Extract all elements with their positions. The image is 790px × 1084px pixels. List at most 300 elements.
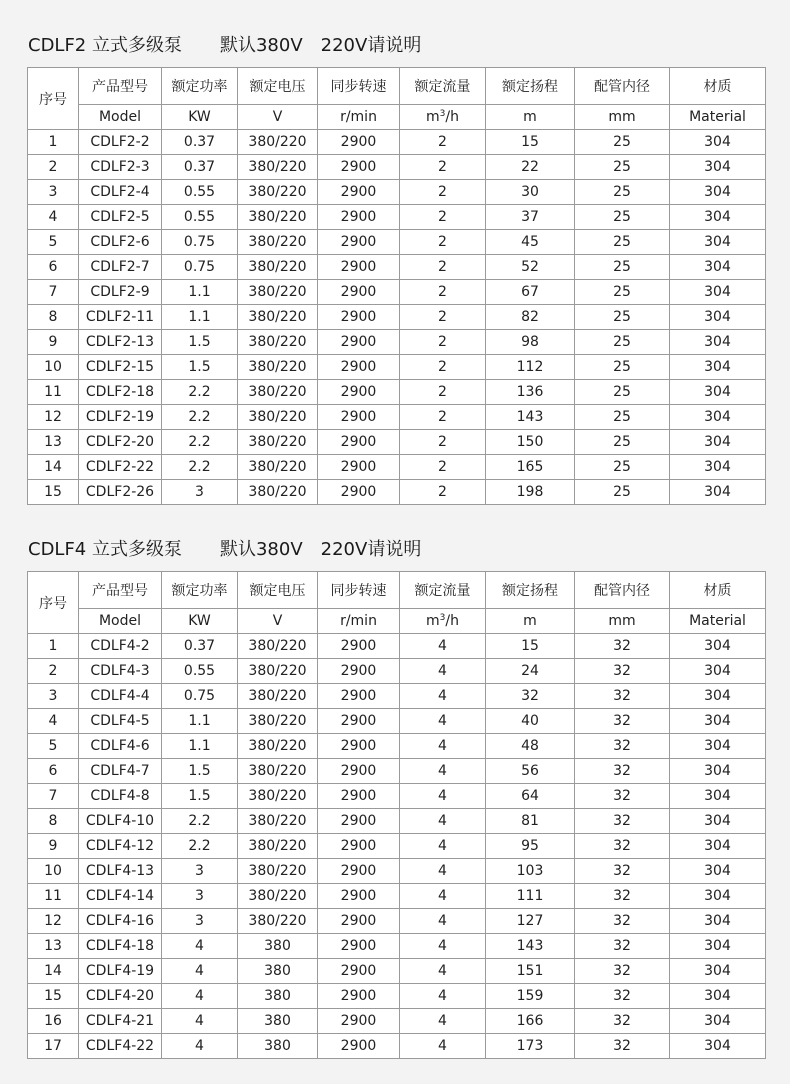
table-cell: 2900 [318,659,400,684]
table-row [28,280,766,305]
header-unit: r/min [318,105,400,130]
table-cell: 45 [486,230,575,255]
table-cell: 1.1 [162,734,238,759]
table-cell: 3 [162,884,238,909]
table-row [28,859,766,884]
table-cell: 304 [670,255,766,280]
table-cell: 25 [575,280,670,305]
table-cell: 304 [670,934,766,959]
table-row [28,230,766,255]
table-cell: 173 [486,1034,575,1059]
table-cell: 380/220 [238,455,318,480]
title-model: CDLF2 立式多级泵 [28,35,182,56]
table-cell: 81 [486,809,575,834]
header-unit: KW [162,609,238,634]
table-row [28,809,766,834]
table-cell: 2900 [318,734,400,759]
table-cell: 2 [400,180,486,205]
table-cell: 143 [486,934,575,959]
table-cell: 7 [28,784,79,809]
table-cell: CDLF4-3 [79,659,162,684]
header-index: 序号 [28,68,79,130]
table-cell: CDLF4-5 [79,709,162,734]
table-row [28,709,766,734]
table-cell: CDLF2-26 [79,480,162,505]
table-cell: CDLF4-14 [79,884,162,909]
table-cell: 304 [670,130,766,155]
table-cell: 32 [575,734,670,759]
table-row [28,684,766,709]
table-cell: 2 [400,355,486,380]
table-cell: 2900 [318,759,400,784]
table-cell: 13 [28,934,79,959]
table-cell: 304 [670,984,766,1009]
table-cell: CDLF2-2 [79,130,162,155]
table-cell: CDLF2-6 [79,230,162,255]
table-row [28,934,766,959]
table-cell: 4 [162,934,238,959]
table-cell: 2 [400,280,486,305]
header-unit: $m^3/h$ [400,609,486,634]
table-cell: 2 [28,659,79,684]
table-cell: 304 [670,155,766,180]
table-cell: 2 [400,380,486,405]
table-cell: 3 [28,180,79,205]
table-cell: 32 [575,684,670,709]
table-cell: 380/220 [238,909,318,934]
table-cell: 32 [575,909,670,934]
table-cell: 380 [238,1009,318,1034]
table-cell: CDLF2-7 [79,255,162,280]
table-cell: 8 [28,809,79,834]
table-cell: 48 [486,734,575,759]
table-cell: 4 [400,934,486,959]
table-cell: 15 [28,480,79,505]
header-unit: V [238,609,318,634]
table-cell: CDLF4-20 [79,984,162,1009]
table-cell: 1.1 [162,709,238,734]
table-cell: 380/220 [238,255,318,280]
table-cell: 304 [670,455,766,480]
table-cell: 304 [670,1034,766,1059]
table-cell: 3 [28,684,79,709]
table-cell: 304 [670,784,766,809]
table-cell: 380/220 [238,859,318,884]
table-cell: 2.2 [162,405,238,430]
table-cell: 4 [28,205,79,230]
table-cell: CDLF2-4 [79,180,162,205]
table-cell: 1.5 [162,784,238,809]
table-cell: 1.5 [162,355,238,380]
table-cell: 4 [400,784,486,809]
table-cell: 304 [670,959,766,984]
table-cell: 82 [486,305,575,330]
table-cell: 2 [400,455,486,480]
header-unit: r/min [318,609,400,634]
table-cell: 30 [486,180,575,205]
table-cell: 304 [670,1009,766,1034]
header-cn: 额定流量 [400,68,486,105]
table-cell: 380/220 [238,809,318,834]
table-row [28,430,766,455]
table-cell: 304 [670,759,766,784]
header-cn: 配管内径 [575,572,670,609]
header-cn: 额定功率 [162,572,238,609]
table-cell: 380/220 [238,130,318,155]
table-cell: 304 [670,305,766,330]
table-cell: 1.5 [162,330,238,355]
table-cell: 4 [28,709,79,734]
table-row [28,634,766,659]
table-cell: 16 [28,1009,79,1034]
table-cell: 380/220 [238,205,318,230]
title-note: 220V请说明 [320,539,422,560]
table-cell: 0.55 [162,180,238,205]
table-cell: 304 [670,380,766,405]
table-cell: 304 [670,734,766,759]
table-cell: 2900 [318,884,400,909]
table-cell: 8 [28,305,79,330]
table-cell: 10 [28,355,79,380]
table-cell: 25 [575,180,670,205]
table-cell: 2900 [318,155,400,180]
table-cell: 304 [670,659,766,684]
table-cell: 4 [162,959,238,984]
table-cell: CDLF4-13 [79,859,162,884]
table-cell: 13 [28,430,79,455]
table-row [28,909,766,934]
table-cell: 3 [162,909,238,934]
table-cell: 25 [575,130,670,155]
table-cell: 304 [670,684,766,709]
table-row [28,784,766,809]
table-cell: 0.75 [162,684,238,709]
table-cell: 25 [575,455,670,480]
table-cell: 380/220 [238,659,318,684]
table-cell: 111 [486,884,575,909]
table-cell: 380/220 [238,380,318,405]
table-cell: 380/220 [238,330,318,355]
table-cell: 2900 [318,984,400,1009]
table-cell: CDLF2-5 [79,205,162,230]
header-unit: $m^3/h$ [400,105,486,130]
table-row [28,155,766,180]
table-row [28,355,766,380]
header-cn: 额定电压 [238,68,318,105]
table-cell: 380/220 [238,834,318,859]
table-cell: 2900 [318,634,400,659]
table-cell: 4 [400,659,486,684]
table-cell: 32 [575,959,670,984]
table-cell: 98 [486,330,575,355]
header-cn: 材质 [670,572,766,609]
table-cell: 304 [670,405,766,430]
table-cell: 2 [400,230,486,255]
table-cell: 37 [486,205,575,230]
table-cell: 151 [486,959,575,984]
table-cell: 32 [575,859,670,884]
table-cell: 304 [670,205,766,230]
table-cell: 380/220 [238,709,318,734]
table-cell: 2900 [318,205,400,230]
table-cell: 198 [486,480,575,505]
table-cell: 2.2 [162,834,238,859]
table-cell: 25 [575,230,670,255]
table-cell: 40 [486,709,575,734]
table-cell: CDLF2-11 [79,305,162,330]
header-cn: 额定扬程 [486,572,575,609]
table-cell: 304 [670,330,766,355]
table-cell: 127 [486,909,575,934]
table-cell: 2900 [318,959,400,984]
header-unit: mm [575,609,670,634]
table-cell: 6 [28,759,79,784]
table-cell: 1.1 [162,305,238,330]
header-cn: 同步转速 [318,68,400,105]
table-cell: 32 [575,884,670,909]
table-cell: 2 [400,480,486,505]
header-cn: 额定扬程 [486,68,575,105]
table-cell: 380/220 [238,430,318,455]
table-cell: 2900 [318,709,400,734]
header-unit: Model [79,609,162,634]
table-row [28,380,766,405]
table-cell: 304 [670,430,766,455]
table-cell: CDLF4-2 [79,634,162,659]
header-row-cn [28,68,766,105]
table-cell: 165 [486,455,575,480]
table-cell: 4 [400,734,486,759]
header-unit: Model [79,105,162,130]
table-cell: 304 [670,809,766,834]
table-cell: 4 [400,634,486,659]
table-cell: 5 [28,230,79,255]
table-cell: CDLF2-15 [79,355,162,380]
table-cell: 380/220 [238,759,318,784]
table-cell: 11 [28,380,79,405]
title-voltage: 默认380V [219,539,303,560]
header-cn: 材质 [670,68,766,105]
table-cell: 11 [28,884,79,909]
table-cell: 380 [238,984,318,1009]
table-cell: 159 [486,984,575,1009]
table-cell: 25 [575,380,670,405]
table-cell: 2900 [318,280,400,305]
table-cell: 32 [575,934,670,959]
table-cell: 380/220 [238,634,318,659]
table-cell: 67 [486,280,575,305]
table-cell: 2900 [318,430,400,455]
table-cell: 2900 [318,480,400,505]
table-cell: CDLF4-4 [79,684,162,709]
table-cell: 25 [575,430,670,455]
table-cell: 0.75 [162,230,238,255]
table-cell: 4 [162,1009,238,1034]
table-cell: 166 [486,1009,575,1034]
table-cell: 0.37 [162,634,238,659]
table-cell: 2900 [318,130,400,155]
table-row [28,205,766,230]
table-row [28,734,766,759]
table-cell: 2900 [318,330,400,355]
table-row [28,480,766,505]
table-cell: 2900 [318,784,400,809]
table-cell: 2 [400,205,486,230]
table-cell: 0.55 [162,205,238,230]
table-cell: 380/220 [238,734,318,759]
table-cell: 9 [28,834,79,859]
header-cn: 同步转速 [318,572,400,609]
header-index: 序号 [28,572,79,634]
table-cell: 2 [400,405,486,430]
table-cell: 4 [400,884,486,909]
table-cell: 112 [486,355,575,380]
table-cell: 304 [670,355,766,380]
table-cell: CDLF4-8 [79,784,162,809]
table-cell: 4 [400,959,486,984]
table-cell: 380/220 [238,180,318,205]
table-cell: 17 [28,1034,79,1059]
table-cell: 22 [486,155,575,180]
table-cell: 0.37 [162,130,238,155]
table-cell: 25 [575,405,670,430]
header-unit: Material [670,609,766,634]
table-cell: 15 [486,634,575,659]
table-cell: 304 [670,859,766,884]
table-cell: 0.75 [162,255,238,280]
table-cell: 2900 [318,1034,400,1059]
table-cell: 380/220 [238,784,318,809]
table-cell: 32 [575,834,670,859]
table-cell: 380/220 [238,884,318,909]
table-cell: 103 [486,859,575,884]
header-unit: m [486,105,575,130]
table-cell: 24 [486,659,575,684]
table-cell: 304 [670,909,766,934]
table-cell: 2.2 [162,455,238,480]
table-row [28,405,766,430]
table-cell: 25 [575,480,670,505]
table-cell: 150 [486,430,575,455]
header-unit: mm [575,105,670,130]
table-cell: 2 [28,155,79,180]
table-cell: 2900 [318,1009,400,1034]
table-cell: 304 [670,480,766,505]
table-cell: 4 [400,909,486,934]
table-cell: 32 [575,659,670,684]
table-cell: 10 [28,859,79,884]
header-unit: V [238,105,318,130]
table-cell: 25 [575,330,670,355]
table-cell: 2 [400,155,486,180]
table-cell: 2900 [318,455,400,480]
header-unit: Material [670,105,766,130]
table-cell: 2900 [318,255,400,280]
table-row [28,759,766,784]
table-cell: 380/220 [238,480,318,505]
table-cell: 380/220 [238,280,318,305]
table-cell: 2900 [318,355,400,380]
table-cell: CDLF4-7 [79,759,162,784]
table-cell: CDLF2-9 [79,280,162,305]
table-cell: CDLF4-22 [79,1034,162,1059]
table-cell: CDLF2-19 [79,405,162,430]
header-cn: 产品型号 [79,572,162,609]
table-cell: 2900 [318,809,400,834]
table-cell: CDLF4-6 [79,734,162,759]
table-cell: 380 [238,934,318,959]
table-cell: 2900 [318,934,400,959]
section-title [28,536,421,564]
table-cell: 4 [400,684,486,709]
table-row [28,659,766,684]
table-cell: 2 [400,130,486,155]
table-cell: 2 [400,255,486,280]
table-cell: 380/220 [238,230,318,255]
table-row [28,130,766,155]
table-cell: 4 [400,984,486,1009]
table-cell: 304 [670,280,766,305]
table-cell: 3 [162,480,238,505]
table-row [28,959,766,984]
table-cell: 1.5 [162,759,238,784]
table-cell: 25 [575,255,670,280]
table-cell: 25 [575,155,670,180]
header-row-cn [28,572,766,609]
table-cell: 32 [575,759,670,784]
table-cell: CDLF2-20 [79,430,162,455]
title-note: 220V请说明 [320,35,422,56]
table-cell: 2900 [318,909,400,934]
table-cell: 4 [162,1034,238,1059]
table-cell: 380/220 [238,684,318,709]
table-cell: 5 [28,734,79,759]
table-cell: 2900 [318,859,400,884]
table-cell: CDLF2-22 [79,455,162,480]
table-cell: 2 [400,330,486,355]
header-unit: KW [162,105,238,130]
table-cell: 304 [670,230,766,255]
table-cell: 25 [575,305,670,330]
table-cell: CDLF4-19 [79,959,162,984]
table-cell: 2900 [318,834,400,859]
table-cell: 304 [670,834,766,859]
table-cell: 4 [400,809,486,834]
table-cell: 380/220 [238,405,318,430]
table-cell: 4 [400,759,486,784]
header-cn: 额定流量 [400,572,486,609]
table-cell: 304 [670,180,766,205]
table-cell: 64 [486,784,575,809]
table-cell: 2900 [318,305,400,330]
table-row [28,255,766,280]
table-row [28,180,766,205]
table-row [28,1034,766,1059]
table-cell: 380/220 [238,155,318,180]
table-cell: 4 [400,709,486,734]
table-cell: 25 [575,205,670,230]
table-cell: 2.2 [162,380,238,405]
table-cell: 32 [575,784,670,809]
table-cell: 7 [28,280,79,305]
table-cell: 32 [575,634,670,659]
table-cell: 3 [162,859,238,884]
table-cell: 15 [28,984,79,1009]
table-cell: 4 [400,834,486,859]
table-cell: 32 [575,709,670,734]
table-cell: 136 [486,380,575,405]
table-cell: 1 [28,634,79,659]
